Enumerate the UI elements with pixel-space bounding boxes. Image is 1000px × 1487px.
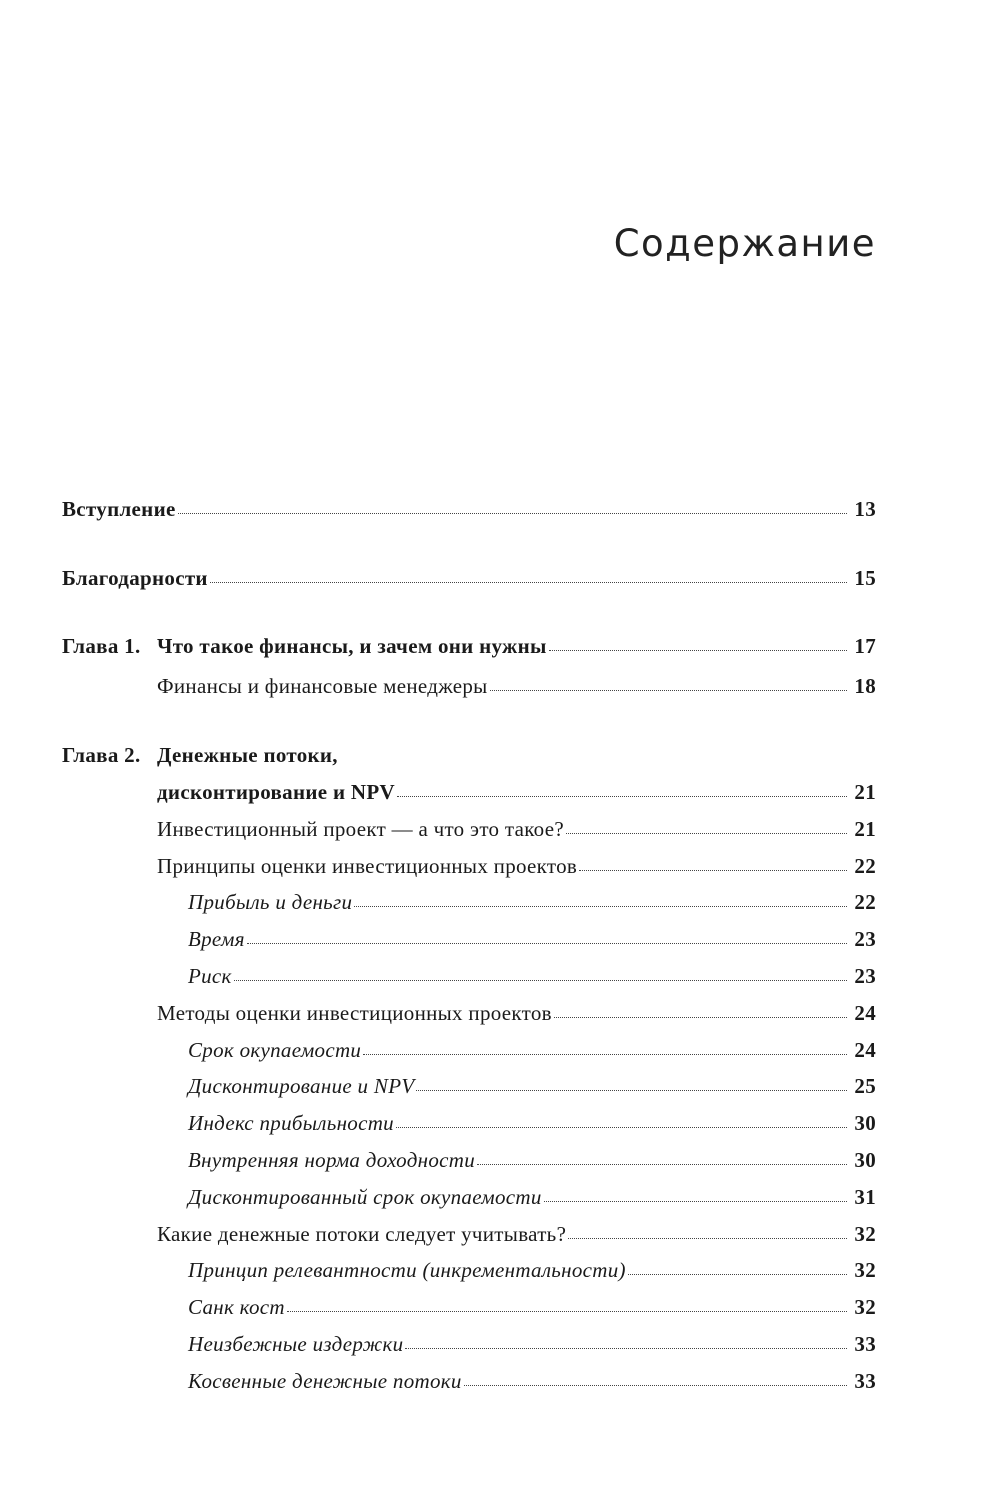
toc-entry-chapter-1[interactable] — [62, 630, 876, 667]
dot-leader — [397, 796, 847, 797]
toc-entry-acknowledgements[interactable] — [62, 561, 876, 598]
toc-entry-page: 33 — [854, 1368, 876, 1393]
toc-entry-page: 15 — [854, 565, 876, 590]
dot-leader — [477, 1164, 847, 1165]
toc-entry-subsection[interactable] — [62, 1364, 876, 1401]
toc-entry-page: 32 — [854, 1221, 876, 1246]
toc-entry-title: Благодарности — [62, 565, 208, 590]
toc-entry-title: Внутренняя норма доходности — [188, 1147, 476, 1172]
toc-entry-title: Косвенные денежные потоки — [188, 1368, 462, 1393]
toc-entry-subsection[interactable] — [62, 886, 876, 923]
dot-leader — [354, 906, 847, 907]
toc-entry-title: Дисконтированный срок окупаемости — [188, 1184, 542, 1209]
toc-entry-title: Финансы и финансовые менеджеры — [157, 674, 488, 699]
toc-entry-subsection[interactable] — [62, 1254, 876, 1291]
toc-entry-title: Срок окупаемости — [188, 1037, 362, 1062]
chapter-label: Глава 2. — [62, 743, 141, 768]
toc-entry-page: 33 — [854, 1331, 876, 1356]
dot-leader — [287, 1311, 847, 1312]
toc-entry-title: Принцип релевантности (инкрементальности) — [188, 1258, 626, 1283]
toc-entry-page: 23 — [854, 963, 876, 988]
toc-entry-title: Неизбежные издержки — [188, 1331, 404, 1356]
toc-entry-subsection[interactable] — [62, 922, 876, 959]
dot-leader — [178, 513, 847, 514]
dot-leader — [490, 690, 847, 691]
dot-leader — [549, 650, 847, 651]
toc-entry-title: Инвестиционный проект — а что это такое? — [157, 816, 564, 841]
toc-entry-page: 31 — [854, 1184, 876, 1209]
toc-entry-title: дисконтирование и NPV — [157, 779, 395, 804]
toc-entry-title: Индекс прибыльности — [188, 1111, 394, 1136]
toc-entry-page: 22 — [854, 890, 876, 915]
toc-entry-title: Методы оценки инвестиционных проектов — [157, 1000, 552, 1025]
toc-entry-page: 32 — [854, 1258, 876, 1283]
chapter-label: Глава 1. — [62, 634, 141, 659]
toc-entry-page: 25 — [854, 1074, 876, 1099]
dot-leader — [579, 870, 847, 871]
toc-entry-subsection[interactable] — [62, 1180, 876, 1217]
toc-entry-page: 30 — [854, 1147, 876, 1172]
toc-entry-section[interactable] — [62, 1217, 876, 1254]
dot-leader — [544, 1201, 847, 1202]
toc-entry-subsection[interactable] — [62, 1327, 876, 1364]
dot-leader — [628, 1274, 847, 1275]
toc-entry-title: Прибыль и деньги — [188, 890, 353, 915]
dot-leader — [363, 1054, 847, 1055]
toc-entry-title: Санк кост — [188, 1295, 285, 1320]
toc-entry-subsection[interactable] — [62, 1143, 876, 1180]
toc-entry-chapter-2-first-line[interactable] — [62, 738, 876, 775]
toc-entry-subsection[interactable] — [62, 1290, 876, 1327]
toc-entry-title: Какие денежные потоки следует учитывать? — [157, 1221, 567, 1246]
dot-leader — [416, 1090, 847, 1091]
toc-entry-title: Время — [188, 927, 245, 952]
toc-entry-page: 24 — [854, 1000, 876, 1025]
toc-entry-subsection[interactable] — [62, 1070, 876, 1107]
toc-entry-page: 23 — [854, 927, 876, 952]
dot-leader — [234, 980, 847, 981]
toc-entry-page: 17 — [854, 634, 876, 659]
toc-entry-page: 30 — [854, 1111, 876, 1136]
dot-leader — [554, 1017, 847, 1018]
dot-leader — [405, 1348, 847, 1349]
dot-leader — [210, 582, 847, 583]
toc-entry-page: 21 — [854, 816, 876, 841]
toc-entry-page: 21 — [854, 779, 876, 804]
toc-entry-subsection[interactable] — [62, 959, 876, 996]
toc-entry-introduction[interactable] — [62, 492, 876, 529]
page-title: Содержание — [613, 222, 876, 265]
toc-entry-section[interactable] — [62, 849, 876, 886]
toc-entry-page: 32 — [854, 1295, 876, 1320]
toc-entry-title: Что такое финансы, и зачем они нужны — [157, 634, 547, 659]
table-of-contents — [62, 492, 876, 1401]
dot-leader — [396, 1127, 847, 1128]
toc-entry-page: 24 — [854, 1037, 876, 1062]
toc-entry-page: 18 — [854, 674, 876, 699]
toc-entry-chapter-2[interactable] — [62, 775, 876, 812]
toc-entry-title: Дисконтирование и NPV — [188, 1074, 415, 1099]
toc-entry-title-first-line: Денежные потоки, — [157, 743, 338, 768]
toc-entry-page: 13 — [854, 496, 876, 521]
toc-entry-section[interactable] — [62, 669, 876, 706]
dot-leader — [464, 1385, 847, 1386]
toc-entry-section[interactable] — [62, 996, 876, 1033]
dot-leader — [247, 943, 847, 944]
toc-entry-title: Риск — [188, 963, 232, 988]
toc-entry-title: Принципы оценки инвестиционных проектов — [157, 853, 578, 878]
toc-entry-section[interactable] — [62, 812, 876, 849]
toc-entry-page: 22 — [854, 853, 876, 878]
dot-leader — [566, 833, 847, 834]
toc-entry-subsection[interactable] — [62, 1033, 876, 1070]
toc-entry-subsection[interactable] — [62, 1106, 876, 1143]
dot-leader — [568, 1238, 847, 1239]
toc-entry-title: Вступление — [62, 496, 176, 521]
